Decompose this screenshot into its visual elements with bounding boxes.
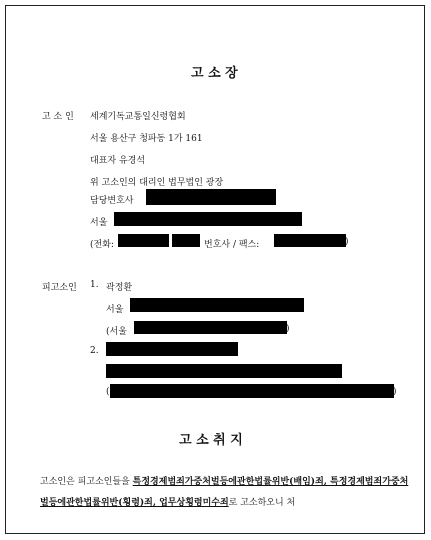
document-page: [5, 5, 425, 534]
accused-item2-line3-open: (: [106, 387, 110, 397]
accused-item1-addr2-close: ): [286, 324, 290, 334]
complainant-agent: 위 고소인의 대리인 법무법인 광장: [90, 178, 224, 188]
redaction-bar: [274, 234, 346, 247]
purpose-outro: 로 고소하오니 처: [228, 498, 296, 508]
purpose-intro: 고소인은 피고소인들을: [40, 477, 133, 487]
complainant-address: 서울 용산구 청파동 1가 161: [90, 134, 203, 144]
attorney-label: 담당변호사: [90, 196, 134, 206]
redaction-bar: [130, 298, 304, 312]
redaction-bar: [110, 384, 394, 398]
contact-mid: 번호사 / 팩스:: [204, 240, 260, 250]
redaction-bar: [106, 342, 238, 356]
contact-suffix: ): [345, 237, 349, 247]
purpose-title: 고 소 취 지: [179, 433, 243, 448]
redaction-bar: [118, 234, 169, 247]
complainant-representative: 대표자 유경석: [90, 156, 146, 166]
document-title: 고 소 장: [191, 66, 238, 81]
redaction-bar: [146, 189, 276, 205]
redaction-bar: [114, 212, 302, 226]
complainant-name: 세계기독교통일신령협회: [90, 112, 186, 122]
accused-label: 피고소인: [42, 283, 77, 293]
contact-prefix: (전화:: [90, 240, 114, 250]
redaction-bar: [134, 321, 287, 334]
purpose-paragraph: [40, 472, 410, 514]
accused-item2-number: 2.: [90, 346, 99, 356]
redaction-bar: [106, 364, 342, 378]
accused-item1-number: 1.: [90, 280, 99, 290]
accused-item1-name: 곽정환: [106, 283, 133, 293]
accused-item1-addr2-open: (서울: [106, 327, 127, 337]
address2-label: 서울: [90, 218, 108, 228]
complainant-label: 고 소 인: [42, 112, 74, 122]
purpose-charges: 특정경제범죄가중처벌등에관한법률위반(배임)죄, 특정경제범죄가중처벌등에관한법률위반(횡령)죄, 업무상횡령미수죄: [40, 477, 409, 508]
redaction-bar: [172, 234, 200, 247]
accused-item1-addr-label: 서울: [106, 305, 124, 315]
accused-item2-line3-close: ): [393, 387, 397, 397]
